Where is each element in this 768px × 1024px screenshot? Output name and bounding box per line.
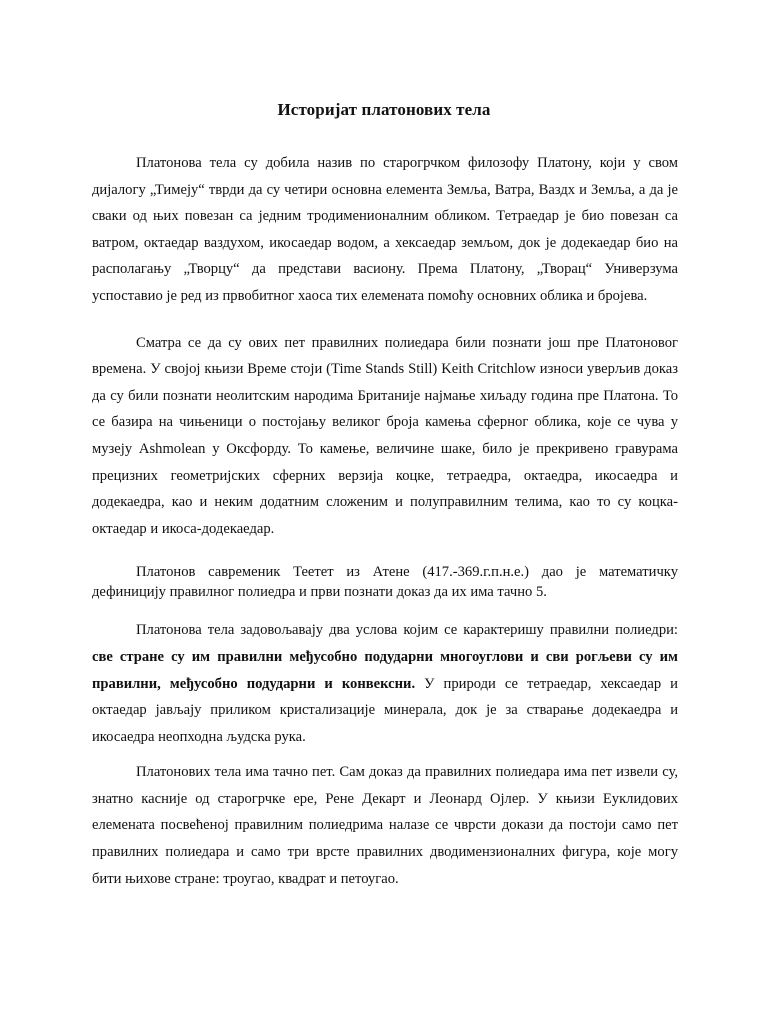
paragraph-4-bold-definition: све стране су им правилни међусобно подударни многоуглови и сви рогљеви су им правилни, међусобно подударни и конвексни. — [92, 648, 678, 692]
paragraph-4-intro: Платонова тела задовољавају два услова којим се карактеришу правилни полиедри: — [136, 622, 678, 639]
document-title: Историјат платонових тела — [277, 100, 491, 119]
paragraph-4 — [92, 617, 678, 750]
paragraph-3: Платонов савременик Теетет из Атене (417.-369.г.п.н.е.) дао је математичку дефиницију правилног полиедра и први познати доказ да их има тачно 5. — [92, 564, 678, 601]
paragraph-4-rest: У природи се тетраедар, хексаедар и октаедар јављају приликом кристализације минерала, док је за стварање додекаедра и икосаедра неопходна људска рука. — [92, 675, 678, 745]
document-body — [92, 150, 678, 892]
paragraph-1: Платонова тела су добила назив по старогрчком филозофу Платону, који у свом дијалогу „Тимеју“ тврди да су четири основна елемента Земља, Ватра, Ваздх и Земља, а да је сваки од њих повезан са једним тродименионалним обликом. Тетраедар је био повезан са ватром, октаедар ваздухом, икосаедар водом, а хексаедар земљом, док је додекаедар био на располагању „Творцу“ да представи васиону. Према Платону, „Творац“ Универзума успоставио је ред из првобитног хаоса тих елемената помоћу основних облика и бројева. — [92, 155, 678, 304]
paragraph-5: Платонових тела има тачно пет. Сам доказ да правилних полиедара има пет извели су, знатно касније од старогрчке ере, Рене Декарт и Леонард Ојлер. У књизи Еуклидових елемената посвећеној правилним полиедрима налазе се чврсти докази да постоји само пет правилних полиедара и само три врсте правилних дводимензионалних фигура, које могу бити њихове стране: троугао, квадрат и петоугао. — [92, 764, 678, 887]
paragraph-2: Сматра се да су ових пет правилних полиедара били познати још пре Платоновог времена. У својој књизи Време стоји (Time Stands Still) Keith Critchlow износи уверљив доказ да су били познати неолитским народима Британије најмање хиљаду година пре Платона. То се базира на чињеници о постојању великог броја камења сферног облика, које се чува у музеју Ashmolean у Оксфорду. То камење, величине шаке, било је прекривено гравурама прецизних геометријских сферних верзија коцке, тетраедра, октаедра, икосаедра и додекаедра, као и неким додатним сложеним и полуправилним телима, као то су коцка-октаедар и икоса-додекаедар. — [92, 334, 678, 537]
